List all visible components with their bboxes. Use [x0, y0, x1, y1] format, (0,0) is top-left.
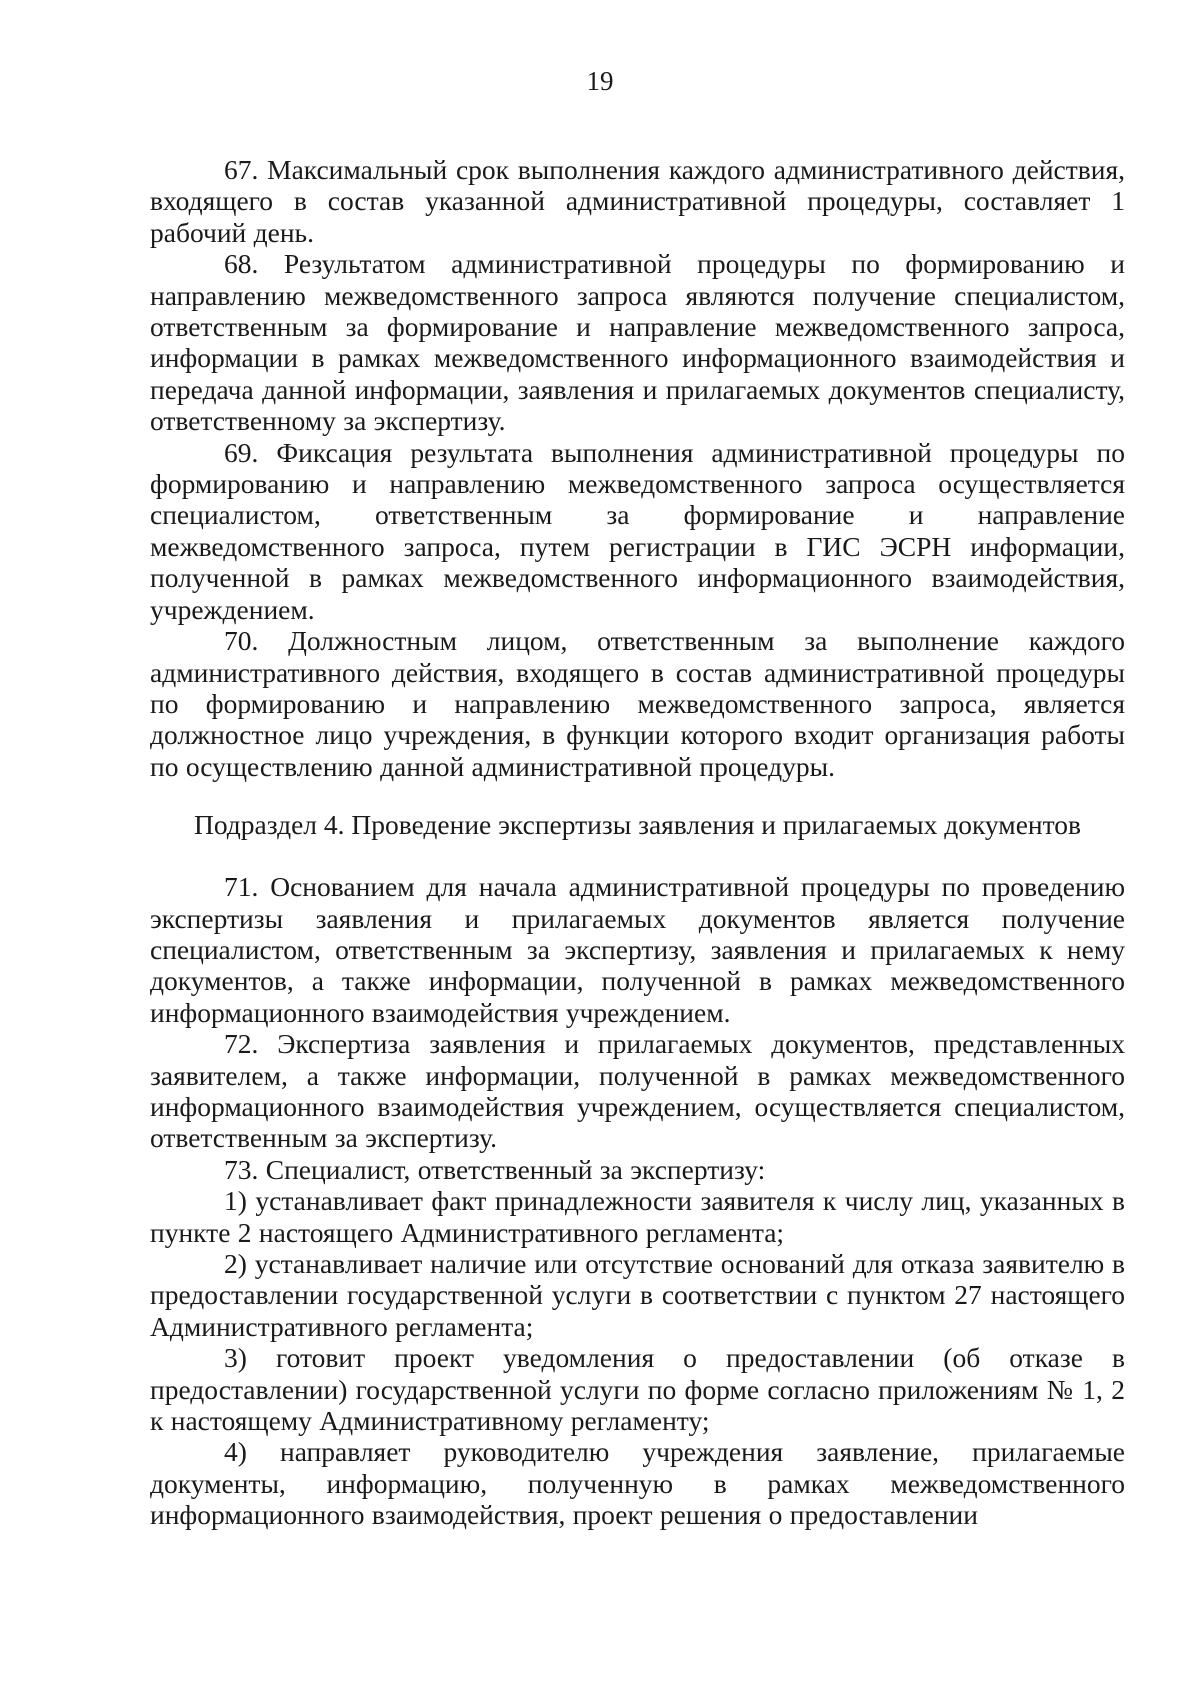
- paragraph-69: 69. Фиксация результата выполнения административной процедуры по формированию и направлению межведомственного запроса осуществляется специалистом, ответственным за формирование и направление межведомственного запроса, путем регистрации в ГИС ЭСРН информации, полученной в рамках межведомственного информационного взаимодействия, учреждением.: [150, 436, 1125, 625]
- paragraph-73: 73. Специалист, ответственный за экспертизу:: [224, 1153, 766, 1185]
- document-body: [150, 154, 1125, 1531]
- paragraph-67: 67. Максимальный срок выполнения каждого административного действия, входящего в состав указанной административной процедуры, составляет 1 рабочий день.: [150, 154, 1125, 248]
- paragraph-70: 70. Должностным лицом, ответственным за выполнение каждого административного действия, входящего в состав административной процедуры по формированию и направлению межведомственного запроса, является должностное лицо учреждения, в функции которого входит организация работы по осуществлению данной административной процедуры.: [150, 625, 1125, 782]
- paragraph-72: 72. Экспертиза заявления и прилагаемых документов, представленных заявителем, а также информации, полученной в рамках межведомственного информационного взаимодействия учреждением, осуществляется специалистом, ответственным за экспертизу.: [150, 1028, 1125, 1154]
- paragraph-68: 68. Результатом административной процедуры по формированию и направлению межведомственного запроса являются получение специалистом, ответственным за формирование и направление межведомственного запроса, информации в рамках межведомственного информационного взаимодействия и передача данной информации, заявления и прилагаемых документов специалисту, ответственному за экспертизу.: [150, 248, 1125, 437]
- list-item-2: 2) устанавливает наличие или отсутствие оснований для отказа заявителю в предоставлении государственной услуги в соответствии с пунктом 27 настоящего Административного регламента;: [150, 1248, 1125, 1342]
- paragraph-71: 71. Основанием для начала административной процедуры по проведению экспертизы заявления и прилагаемых документов является получение специалистом, ответственным за экспертизу, заявления и прилагаемых к нему документов, а также информации, полученной в рамках межведомственного информационного взаимодействия учреждением.: [150, 871, 1125, 1028]
- list-item-4: 4) направляет руководителю учреждения заявление, прилагаемые документы, информацию, полученную в рамках межведомственного информационного взаимодействия, проект решения о предоставлении: [150, 1436, 1125, 1531]
- page-number: 19: [586, 66, 614, 96]
- list-item-3: 3) готовит проект уведомления о предоставлении (об отказе в предоставлении) государственной услуги по форме согласно приложениям № 1, 2 к настоящему Административному регламенту;: [150, 1342, 1125, 1437]
- section-heading: Подраздел 4. Проведение экспертизы заявления и прилагаемых документов: [193, 809, 1082, 841]
- list-item-1: 1) устанавливает факт принадлежности заявителя к числу лиц, указанных в пункте 2 настоящего Административного регламента;: [150, 1185, 1125, 1248]
